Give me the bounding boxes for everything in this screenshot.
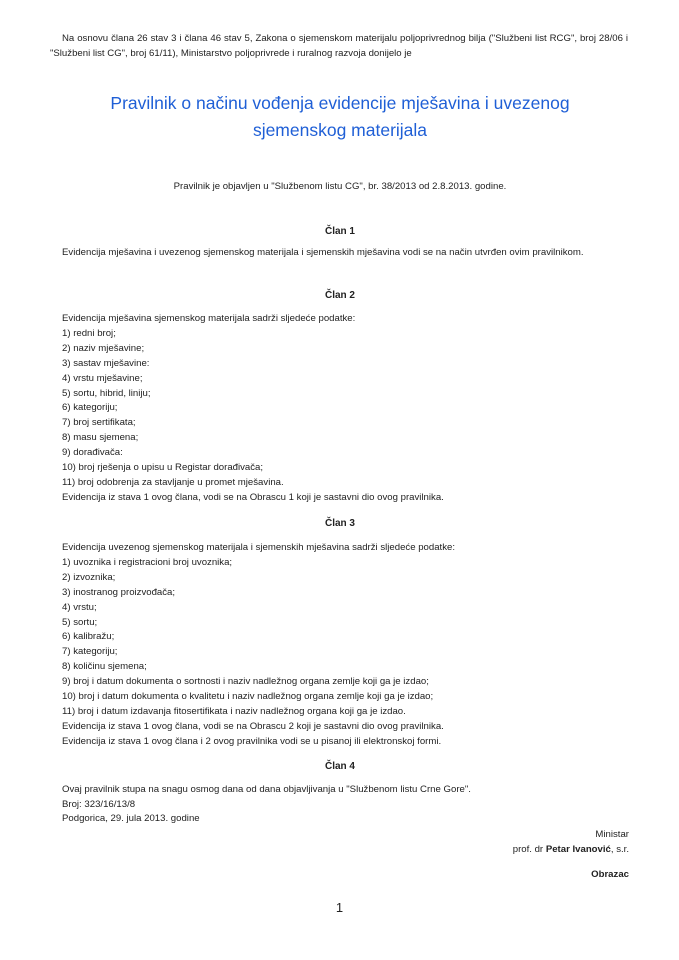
- list-item: 4) vrstu;: [62, 601, 97, 613]
- list-item: 2) izvoznika;: [62, 571, 116, 583]
- article-1-heading: Član 1: [324, 226, 355, 237]
- title-line-1: Pravilnik o načinu vođenja evidencije mješavina i uvezenog: [110, 93, 570, 113]
- article-2-list: [62, 312, 622, 506]
- article-4-text: [62, 783, 471, 827]
- list-item: 9) dorađivača:: [62, 447, 123, 459]
- title-line-2: sjemenskog materijala: [252, 120, 428, 140]
- article-1-text: Evidencija mješavina i uvezenog sjemenskog materijala i sjemenskih mješavina vodi se na način utvrđen ovim pravilnikom.: [62, 247, 584, 258]
- list-item: Evidencija iz stava 1 ovog člana i 2 ovog pravilnika vodi se u pisanoj ili elektronskoj formi.: [62, 735, 442, 747]
- article-4-heading: Član 4: [324, 761, 355, 772]
- page-number: 1: [335, 900, 344, 915]
- article-3-list: [62, 541, 622, 750]
- list-item: 7) kategoriju;: [62, 646, 118, 658]
- legal-basis-paragraph: Na osnovu člana 26 stav 3 i člana 46 stav 5, Zakona o sjemenskom materijalu poljoprivrednog bilja ("Službeni list RCG", broj 28/06 i "Službeni list CG", broj 61/11), Ministarstvo poljoprivrede i ruralnog razvoja donijelo je: [50, 33, 628, 59]
- list-item: 8) količinu sjemena;: [62, 661, 147, 673]
- list-item: Evidencija iz stava 1 ovog člana, vodi se na Obrascu 1 koji je sastavni dio ovog pravilnika.: [62, 491, 444, 503]
- list-item: 5) sortu, hibrid, liniju;: [62, 387, 151, 399]
- signature-suffix: , s.r.: [610, 844, 629, 855]
- entry-into-force-text: Ovaj pravilnik stupa na snagu osmog dana od dana objavljivanja u "Službenom listu Crne Gore".: [62, 784, 471, 795]
- list-item: Evidencija mješavina sjemenskog materijala sadrži sljedeće podatke:: [62, 313, 356, 324]
- form-label: Obrazac: [591, 869, 629, 880]
- article-2-heading: Član 2: [324, 290, 355, 301]
- list-item: 11) broj i datum izdavanja fitosertifikata i naziv nadležnog organa koji ga je izdao.: [62, 705, 406, 717]
- signature-role: Ministar: [595, 829, 629, 840]
- list-item: 6) kalibražu;: [62, 631, 115, 643]
- list-item: Evidencija iz stava 1 ovog člana, vodi se na Obrascu 2 koji je sastavni dio ovog pravilnika.: [62, 720, 444, 732]
- list-item: 2) naziv mješavine;: [62, 342, 145, 354]
- document-number: Broj: 323/16/13/8: [62, 798, 136, 810]
- list-item: 1) redni broj;: [62, 327, 116, 339]
- document-title: [60, 90, 620, 144]
- list-item: Evidencija uvezenog sjemenskog materijala i sjemenskih mješavina sadrži sljedeće podatke:: [62, 542, 456, 553]
- signature-name: Petar Ivanović: [545, 844, 611, 855]
- publication-note: Pravilnik je objavljen u "Službenom listu CG", br. 38/2013 od 2.8.2013. godine.: [173, 181, 507, 192]
- list-item: 8) masu sjemena;: [62, 432, 139, 444]
- list-item: 11) broj odobrenja za stavljanje u promet mješavina.: [62, 476, 284, 488]
- article-3-heading: Član 3: [324, 518, 355, 529]
- list-item: 4) vrstu mješavine;: [62, 372, 143, 384]
- list-item: 6) kategoriju;: [62, 402, 118, 414]
- list-item: 10) broj i datum dokumenta o kvalitetu i naziv nadležnog organa zemlje koji ga je izdao;: [62, 691, 434, 703]
- list-item: 7) broj sertifikata;: [62, 417, 136, 429]
- place-and-date: Podgorica, 29. jula 2013. godine: [62, 813, 200, 825]
- list-item: 10) broj rješenja o upisu u Registar dorađivača;: [62, 462, 264, 474]
- signature-block: [513, 843, 629, 857]
- list-item: 1) uvoznika i registracioni broj uvoznika;: [62, 556, 233, 568]
- signature-prefix: prof. dr: [512, 844, 544, 855]
- list-item: 5) sortu;: [62, 616, 98, 628]
- list-item: 3) inostranog proizvođača;: [62, 586, 176, 598]
- list-item: 9) broj i datum dokumenta o sortnosti i naziv nadležnog organa zemlje koji ga je izdao;: [62, 676, 429, 688]
- list-item: 3) sastav mješavine:: [62, 357, 150, 369]
